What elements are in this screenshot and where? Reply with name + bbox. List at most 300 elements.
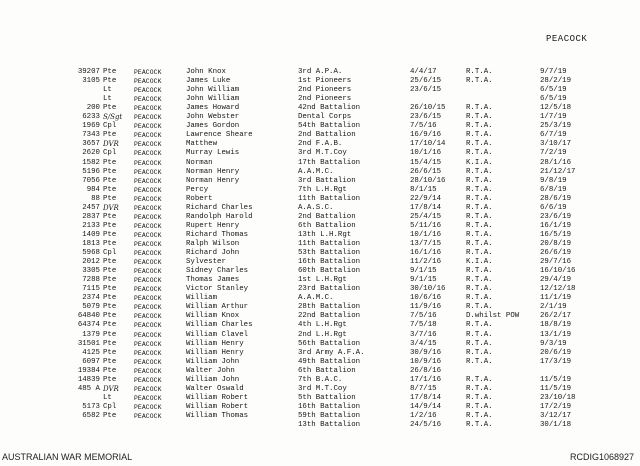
roll-entry <box>0 104 640 113</box>
unit: 53th Battalion <box>298 249 361 257</box>
roll-entry <box>0 249 640 258</box>
service-number: 5079 <box>82 303 100 312</box>
reference-id: RCDIG1068927 <box>569 452 634 462</box>
given-names: William Robert <box>186 402 249 411</box>
fate-date: 25/3/19 <box>540 122 572 131</box>
unit: Dental Corps <box>298 113 352 122</box>
fate: R.T.A. <box>466 294 493 303</box>
service-number: 7115 <box>82 285 100 294</box>
given-names: James Howard <box>186 104 240 113</box>
roll-entry <box>0 231 640 240</box>
fate-date: 11/1/19 <box>540 294 572 303</box>
unit: 23rd Battalion <box>298 285 361 294</box>
rank: DVR <box>103 384 119 393</box>
unit: 13th L.H.Rgt <box>298 230 352 239</box>
given-names: Richard John <box>186 249 240 257</box>
rank: Cpl <box>103 149 117 158</box>
fate: R.T.A. <box>466 421 493 429</box>
roll-entry <box>0 349 640 358</box>
fate-date: 16/10/16 <box>540 267 576 276</box>
unit: 7th B.A.C. <box>298 375 343 384</box>
rank: Pte <box>103 276 117 285</box>
service-number: 88 <box>91 194 100 203</box>
surname: PEACOCK <box>134 331 162 339</box>
fate-date: 13/1/19 <box>540 330 572 339</box>
roll-entry <box>0 376 640 385</box>
given-names: Rupert Henry <box>186 221 240 230</box>
surname: PEACOCK <box>134 259 162 267</box>
roll-entry <box>0 394 640 403</box>
roll-entry <box>0 240 640 249</box>
given-names: William <box>186 294 218 303</box>
unit: 59th Battalion <box>298 411 361 420</box>
service-number: 5968 <box>82 249 100 257</box>
service-number: 2133 <box>82 221 100 230</box>
fate: R.T.A. <box>466 203 493 212</box>
fate: R.T.A. <box>466 240 493 248</box>
unit: 3rd Army A.F.A. <box>298 348 365 357</box>
surname: PEACOCK <box>134 412 162 420</box>
enlistment-date: 16/9/16 <box>410 131 442 140</box>
fate: R.T.A. <box>466 285 493 294</box>
fate-date: 9/7/19 <box>540 68 567 76</box>
unit: 1st L.H.Rgt <box>298 276 347 285</box>
rank: Pte <box>103 194 117 203</box>
roll-entry <box>0 95 640 104</box>
enlistment-date: 17/10/14 <box>410 140 446 149</box>
unit: 16th Battalion <box>298 402 361 411</box>
surname: PEACOCK <box>134 376 162 384</box>
enlistment-date: 10/6/16 <box>410 294 442 303</box>
fate-date: 28/2/19 <box>540 77 572 85</box>
given-names: Murray Lewis <box>186 149 240 158</box>
surname: PEACOCK <box>134 168 162 176</box>
roll-entry <box>0 367 640 376</box>
surname: PEACOCK <box>134 304 162 312</box>
fate: R.T.A. <box>466 68 493 76</box>
fate-date: 18/8/19 <box>540 321 572 330</box>
rank: Lt <box>103 95 112 104</box>
given-names: Norman Henry <box>186 167 240 176</box>
rank: Pte <box>103 212 117 221</box>
service-number: 3657 <box>82 140 100 149</box>
rank: Pte <box>103 357 117 366</box>
fate: R.T.A. <box>466 131 493 140</box>
surname: PEACOCK <box>134 340 162 348</box>
fate-date: 7/2/19 <box>540 149 567 158</box>
given-names: John William <box>186 95 240 104</box>
given-names: William Charles <box>186 321 253 330</box>
fate-date: 26/2/17 <box>540 312 572 321</box>
fate-date: 12/12/18 <box>540 285 576 294</box>
enlistment-date: 26/10/15 <box>410 104 446 113</box>
enlistment-date: 17/8/14 <box>410 393 442 402</box>
given-names: John William <box>186 86 240 95</box>
service-number: 5173 <box>82 402 100 411</box>
fate-date: 2/1/19 <box>540 303 567 312</box>
roll-entry <box>0 421 640 430</box>
fate: R.T.A. <box>466 411 493 420</box>
surname: PEACOCK <box>134 286 162 294</box>
service-number: 2620 <box>82 149 100 158</box>
roll-entry <box>0 68 640 77</box>
fate-date: 17/2/19 <box>540 402 572 411</box>
fate-date: 30/1/18 <box>540 421 572 429</box>
enlistment-date: 17/8/14 <box>410 203 442 212</box>
roll-entry <box>0 195 640 204</box>
source-label: AUSTRALIAN WAR MEMORIAL <box>2 452 133 462</box>
fate: R.T.A. <box>466 185 493 194</box>
rank: Pte <box>103 375 117 384</box>
enlistment-date: 26/6/15 <box>410 167 442 176</box>
given-names: James Luke <box>186 77 231 85</box>
enlistment-date: 14/9/14 <box>410 402 442 411</box>
enlistment-date: 26/8/16 <box>410 366 442 375</box>
rank: Pte <box>103 240 117 248</box>
fate-date: 26/6/19 <box>540 249 572 257</box>
rank: Pte <box>103 77 117 85</box>
roll-entry <box>0 358 640 367</box>
enlistment-date: 25/6/15 <box>410 77 442 85</box>
rank: Pte <box>103 221 117 230</box>
surname: PEACOCK <box>134 204 162 212</box>
given-names: Randolph Harold <box>186 212 253 221</box>
fate-date: 21/12/17 <box>540 167 576 176</box>
enlistment-date: 1/2/16 <box>410 411 437 420</box>
fate: R.T.A. <box>466 402 493 411</box>
rank: Pte <box>103 330 117 339</box>
fate: R.T.A. <box>466 122 493 131</box>
service-number: 6582 <box>82 411 100 420</box>
service-number: 3105 <box>82 77 100 85</box>
enlistment-date: 25/4/15 <box>410 212 442 221</box>
rank: Pte <box>103 321 117 330</box>
unit: 11th Battalion <box>298 240 361 248</box>
surname: PEACOCK <box>134 322 162 330</box>
given-names: Sylvester <box>186 258 226 267</box>
rank: Pte <box>103 131 117 140</box>
rank: Pte <box>103 366 117 375</box>
rank: Pte <box>103 68 117 76</box>
fate-date: 23/10/18 <box>540 393 576 402</box>
fate: R.T.A. <box>466 249 493 257</box>
unit: 6th Battalion <box>298 221 356 230</box>
unit: 2nd Battalion <box>298 131 356 140</box>
given-names: Richard Thomas <box>186 230 249 239</box>
roll-entry <box>0 312 640 321</box>
service-number: 2457 <box>82 203 100 212</box>
roll-entry <box>0 403 640 412</box>
rank: Lt <box>103 393 112 402</box>
rank: Pte <box>103 411 117 420</box>
surname: PEACOCK <box>134 87 162 95</box>
unit: 4th L.H.Rgt <box>298 321 347 330</box>
unit: A.A.S.C. <box>298 203 334 212</box>
roll-entry <box>0 412 640 421</box>
fate-date: 9/3/19 <box>540 339 567 348</box>
given-names: William Knox <box>186 312 240 321</box>
enlistment-date: 10/9/16 <box>410 357 442 366</box>
surname: PEACOCK <box>134 96 162 104</box>
service-number: 64840 <box>77 312 100 321</box>
roll-entry <box>0 321 640 330</box>
fate: R.T.A. <box>466 149 493 158</box>
given-names: Victor Stanley <box>186 285 249 294</box>
roll-entry <box>0 276 640 285</box>
surname: PEACOCK <box>134 241 162 248</box>
unit: 2nd Pioneers <box>298 95 352 104</box>
unit: 54th Battalion <box>298 122 361 131</box>
rank: Pte <box>103 303 117 312</box>
roll-entry <box>0 258 640 267</box>
fate-date: 23/6/19 <box>540 212 572 221</box>
fate-date: 20/6/19 <box>540 348 572 357</box>
fate-date: 29/4/19 <box>540 276 572 285</box>
service-number: 2012 <box>82 258 100 267</box>
roll-entry <box>0 159 640 168</box>
rank: S/Sgt <box>103 113 123 122</box>
given-names: Norman <box>186 158 213 167</box>
roll-entry <box>0 177 640 186</box>
service-number: 4125 <box>82 348 100 357</box>
enlistment-date: 10/1/16 <box>410 230 442 239</box>
given-names: Norman Henry <box>186 176 240 185</box>
fate-date: 6/8/19 <box>540 185 567 194</box>
fate: R.T.A. <box>466 393 493 402</box>
service-number: 5196 <box>82 167 100 176</box>
surname: PEACOCK <box>134 213 162 221</box>
given-names: William John <box>186 375 240 384</box>
surname: PEACOCK <box>134 114 162 122</box>
given-names: Walter Oswald <box>186 384 244 393</box>
given-names: William Robert <box>186 393 249 402</box>
fate: R.T.A. <box>466 140 493 149</box>
roll-entry <box>0 267 640 276</box>
fate-date: 9/8/19 <box>540 176 567 185</box>
enlistment-date: 23/6/15 <box>410 113 442 122</box>
enlistment-date: 9/1/15 <box>410 276 437 285</box>
fate-date: 17/3/19 <box>540 357 572 366</box>
enlistment-date: 30/9/16 <box>410 348 442 357</box>
fate-date: 3/10/17 <box>540 140 572 149</box>
fate: R.T.A. <box>466 276 493 285</box>
surname: PEACOCK <box>134 69 162 76</box>
surname: PEACOCK <box>134 367 162 375</box>
service-number: 2374 <box>82 294 100 303</box>
given-names: Richard Charles <box>186 203 253 212</box>
unit: 17th Battalion <box>298 158 361 167</box>
unit: 16th Battalion <box>298 258 361 267</box>
rank: DVR <box>103 140 119 149</box>
roll-entry <box>0 122 640 131</box>
unit: 42nd Battalion <box>298 104 361 113</box>
given-names: John Knox <box>186 68 226 76</box>
surname: PEACOCK <box>134 186 162 194</box>
fate: R.T.A. <box>466 194 493 203</box>
rank: Pte <box>103 176 117 185</box>
unit: A.A.M.C. <box>298 167 334 176</box>
given-names: Walter John <box>186 366 235 375</box>
rank: Pte <box>103 267 117 276</box>
unit: 1st Pioneers <box>298 77 352 85</box>
service-number: 14839 <box>77 375 100 384</box>
enlistment-date: 9/1/15 <box>410 267 437 276</box>
unit: 13th Battalion <box>298 421 361 429</box>
roll-entry <box>0 204 640 213</box>
fate: R.T.A. <box>466 303 493 312</box>
surname: PEACOCK <box>134 132 162 140</box>
rank: Lt <box>103 86 112 95</box>
unit: 49th Battalion <box>298 357 361 366</box>
fate-date: 16/5/19 <box>540 230 572 239</box>
service-number: 1969 <box>82 122 100 131</box>
unit: 3rd Battalion <box>298 176 356 185</box>
surname: PEACOCK <box>134 195 162 203</box>
fate: R.T.A. <box>466 230 493 239</box>
fate-date: 29/7/16 <box>540 258 572 267</box>
roll-entry <box>0 149 640 158</box>
enlistment-date: 13/7/15 <box>410 240 442 248</box>
fate: R.T.A. <box>466 212 493 221</box>
unit: 7th L.H.Rgt <box>298 185 347 194</box>
fate-date: 11/5/19 <box>540 375 572 384</box>
roll-entry <box>0 385 640 394</box>
rank: Pte <box>103 294 117 303</box>
unit: 3rd A.P.A. <box>298 68 343 76</box>
surname: PEACOCK <box>134 150 162 158</box>
fate: R.T.A. <box>466 339 493 348</box>
surname: PEACOCK <box>134 141 162 149</box>
surname: PEACOCK <box>134 123 162 131</box>
enlistment-date: 7/5/18 <box>410 321 437 330</box>
service-number: 1582 <box>82 158 100 167</box>
surname: PEACOCK <box>134 385 162 393</box>
surname: PEACOCK <box>134 403 162 411</box>
fate-date: 3/12/17 <box>540 411 572 420</box>
given-names: James Gordon <box>186 122 240 131</box>
enlistment-date: 11/9/16 <box>410 303 442 312</box>
rank: Pte <box>103 339 117 348</box>
roll-entry <box>0 86 640 95</box>
roll-entry <box>0 285 640 294</box>
unit: 28th Battalion <box>298 303 361 312</box>
fate: K.I.A. <box>466 158 493 167</box>
fate-date: 16/1/19 <box>540 221 572 230</box>
given-names: William Clavel <box>186 330 249 339</box>
enlistment-date: 28/10/16 <box>410 176 446 185</box>
surname: PEACOCK <box>134 105 162 113</box>
rank: Cpl <box>103 249 117 257</box>
enlistment-date: 5/11/16 <box>410 221 442 230</box>
fate: R.T.A. <box>466 375 493 384</box>
given-names: Matthew <box>186 140 218 149</box>
unit: 3rd M.T.Coy <box>298 149 347 158</box>
given-names: William John <box>186 357 240 366</box>
unit: 2nd Battalion <box>298 212 356 221</box>
roll-entry <box>0 222 640 231</box>
service-number: 7343 <box>82 131 100 140</box>
rank: Pte <box>103 348 117 357</box>
enlistment-date: 4/4/17 <box>410 68 437 76</box>
unit: A.A.M.C. <box>298 294 334 303</box>
service-number: 31501 <box>77 339 100 348</box>
enlistment-date: 23/6/15 <box>410 86 442 95</box>
roll-entry <box>0 131 640 140</box>
service-number: 984 <box>86 185 100 194</box>
roll-entry <box>0 303 640 312</box>
given-names: William Arthur <box>186 303 249 312</box>
roll-entry <box>0 294 640 303</box>
enlistment-date: 11/2/16 <box>410 258 442 267</box>
rank: Pte <box>103 285 117 294</box>
page-heading: PEACOCK <box>546 34 588 44</box>
roll-entry <box>0 186 640 195</box>
given-names: Robert <box>186 194 213 203</box>
given-names: Thomas James <box>186 276 240 285</box>
fate-date: 1/7/19 <box>540 113 567 122</box>
roll-entry <box>0 168 640 177</box>
unit: 60th Battalion <box>298 267 361 276</box>
service-number: 200 <box>86 104 100 113</box>
fate: K.I.A. <box>466 258 493 267</box>
fate-date: 6/5/19 <box>540 86 567 95</box>
fate: R.T.A. <box>466 167 493 176</box>
rank: Cpl <box>103 122 117 131</box>
surname: PEACOCK <box>134 268 162 276</box>
fate: D.whilst POW <box>466 312 520 321</box>
surname: PEACOCK <box>134 358 162 366</box>
fate-date: 12/5/18 <box>540 104 572 113</box>
fate: R.T.A. <box>466 77 493 85</box>
fate: R.T.A. <box>466 384 493 393</box>
unit: 2nd L.H.Rgt <box>298 330 347 339</box>
enlistment-date: 3/4/15 <box>410 339 437 348</box>
service-number: 485 A <box>77 384 100 393</box>
fate: R.T.A. <box>466 176 493 185</box>
fate: R.T.A. <box>466 221 493 230</box>
surname: PEACOCK <box>134 78 162 85</box>
roll-entry <box>0 140 640 149</box>
service-number: 19384 <box>77 366 100 375</box>
given-names: William Henry <box>186 339 244 348</box>
fate-date: 6/5/19 <box>540 95 567 104</box>
rank: Pte <box>103 104 117 113</box>
enlistment-date: 24/5/16 <box>410 421 442 429</box>
service-number: 2837 <box>82 212 100 221</box>
given-names: Percy <box>186 185 209 194</box>
enlistment-date: 17/1/16 <box>410 375 442 384</box>
unit: 56th Battalion <box>298 339 361 348</box>
service-number: 64374 <box>77 321 100 330</box>
roll-entry <box>0 77 640 86</box>
service-number: 7288 <box>82 276 100 285</box>
unit: 6th Battalion <box>298 366 356 375</box>
fate: R.T.A. <box>466 330 493 339</box>
rank: Pte <box>103 258 117 267</box>
fate-date: 11/5/19 <box>540 384 572 393</box>
service-number: 1379 <box>82 330 100 339</box>
enlistment-date: 16/1/16 <box>410 249 442 257</box>
service-number: 6097 <box>82 357 100 366</box>
rank: Pte <box>103 230 117 239</box>
surname: PEACOCK <box>134 349 162 357</box>
enlistment-date: 7/5/16 <box>410 122 437 131</box>
surname: PEACOCK <box>134 222 162 230</box>
surname: PEACOCK <box>134 295 162 303</box>
roll-entry <box>0 113 640 122</box>
fate-date: 6/6/19 <box>540 203 567 212</box>
enlistment-date: 8/7/15 <box>410 384 437 393</box>
